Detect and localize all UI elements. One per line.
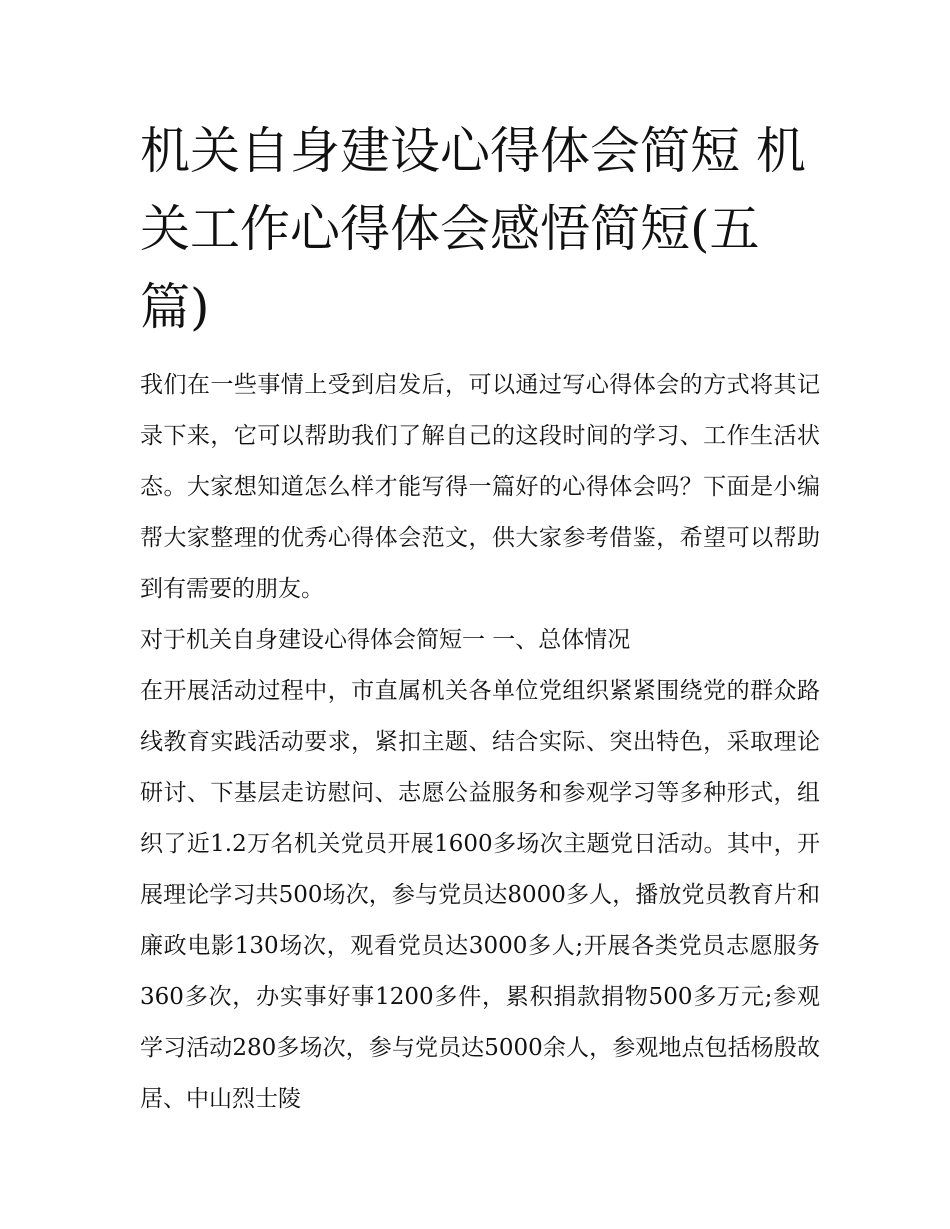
body-paragraph: 在开展活动过程中，市直属机关各单位党组织紧紧围绕党的群众路线教育实践活动要求，紧扣主题、结合实际、突出特色，采取理论研讨、下基层走访慰问、志愿公益服务和参观学习等多种形式，组织了近1.2万名机关党员开展1600多场次主题党日活动。其中，开展理论学习共500场次，参与党员达8000多人，播放党员教育片和廉政电影130场次，观看党员达3000多人;开展各类党员志愿服务360多次，办实事好事1200多件，累积捐款捐物500多万元;参观学习活动280多场次，参与党员达5000余人，参观地点包括杨殷故居、中山烈士陵 [140,678,820,1112]
document-page [140,112,820,1125]
document-title: 机关自身建设心得体会简短 机关工作心得体会感悟简短(五篇) [140,122,806,336]
intro-paragraph: 我们在一些事情上受到启发后，可以通过写心得体会的方式将其记录下来，它可以帮助我们了解自己的这段时间的学习、工作生活状态。大家想知道怎么样才能写得一篇好的心得体会吗？下面是小编帮大家整理的优秀心得体会范文，供大家参考借鉴，希望可以帮助到有需要的朋友。 [140,372,820,602]
section-heading: 对于机关自身建设心得体会简短一 一、总体情况 [140,627,631,653]
